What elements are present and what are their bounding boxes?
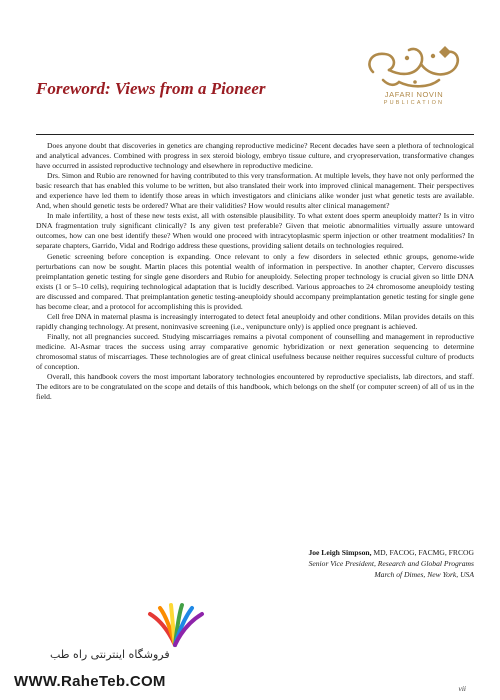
publisher-logo <box>355 42 473 120</box>
publisher-subtitle: PUBLICATION <box>383 100 445 106</box>
paragraph: Does anyone doubt that discoveries in genetics are changing reproductive medicine? Recent decades have seen a plethora of technological and analytical advances. Combined with progress in sex steroid biology, embryo tissue culture, and cryopreservation, transformative changes have occurred in assisted reproductive technology and elsewhere in reproductive medicine. <box>36 141 474 171</box>
foreword-body <box>36 141 474 402</box>
open-book-rainbow-icon <box>0 590 240 650</box>
watermark-url: WWW.RaheTeb.COM <box>14 673 166 690</box>
watermark-persian-text: فروشگاه اینترنتی راه طب <box>50 648 170 661</box>
paragraph: Overall, this handbook covers the most important laboratory technologies encountered by reproductive specialists, lab directors, and staff. The editors are to be congratulated on the scope and details of this handbook, which belongs on the shelf (or computer screen) of all of us in the field. <box>36 372 474 402</box>
publisher-name: JAFARI NOVIN <box>384 90 444 99</box>
paragraph: Drs. Simon and Rubio are renowned for having contributed to this very transformation. At multiple levels, they have not only performed the basic research that has enabled this volume to be written, but also translated their work into improved clinical management. Their perspectives and experience have led them to identify those areas in which investigators and clinicians alike wonder just what genetic tests are available. And, when should genetic tests be ordered? What are their validities? How would results alter clinical management? <box>36 171 474 211</box>
page-number: vii <box>458 684 466 693</box>
page-title: Foreword: Views from a Pioneer <box>36 79 266 98</box>
paragraph: Finally, not all pregnancies succeed. Studying miscarriages remains a pivotal component of counselling and management in reproductive medicine. Al-Asmar traces the success using array comparative genomic hybridization or next generation sequencing to determine chromosomal status of miscarriages. These technologies are of great clinical usefulness because neither requires successful culture of products of conception. <box>36 331 474 372</box>
paragraph: In male infertility, a host of these new tests exist, all with ostensible plausibility. To what extent does sperm aneuploidy matter? Is in vitro DNA fragmentation truly significant clinically? Is any given test preferable? Given that meiotic abnormalities virtually assure untoward outcomes, how can one best identify these? When would one proceed with intracytoplasmic sperm injection or other treatment modalities? In separate chapters, Garrido, Vidal and Rodrigo address these questions, providing salient details on technologies required. <box>36 211 474 251</box>
title-divider <box>36 134 474 135</box>
author-degrees: MD, FACOG, FACMG, FRCOG <box>371 548 474 557</box>
author-role: Senior Vice President, Research and Global Programs <box>308 559 474 568</box>
author-name-line <box>308 547 474 558</box>
paragraph: Genetic screening before conception is expanding. Once relevant to only a few disorders in selected ethnic groups, genome-wide perturbations can now be sought. Martin places this potential wealth of information in perspective. In another chapter, Cervero discusses preimplantation genetic testing for single gene disorders and Rubio for aneuploidy. Selecting proper technology is crucial given so little DNA exists (1 or 5–10 cells), requiring technological adaptation that is lucidly described. Various approaches to 24 chromosome aneuploidy testing are discussed and compared. That preimplantation genetic testing-aneuploidy should accompany preimplantation genetic testing for single gene has become clear, and a protocol for accomplishing this is provided. <box>36 251 474 311</box>
watermark <box>0 590 240 700</box>
jafari-novin-logo-icon <box>359 42 469 92</box>
paragraph: Cell free DNA in maternal plasma is increasingly interrogated to detect fetal aneuploidy and other conditions. Milan provides details on this rapidly changing technology. At present, noninvasive screening (i.e., venipuncture only) is applied once pregnant is achieved. <box>36 311 474 331</box>
author-organization: March of Dimes, New York, USA <box>374 570 474 579</box>
author-name: Joe Leigh Simpson, <box>308 548 372 557</box>
author-signature <box>308 547 474 580</box>
